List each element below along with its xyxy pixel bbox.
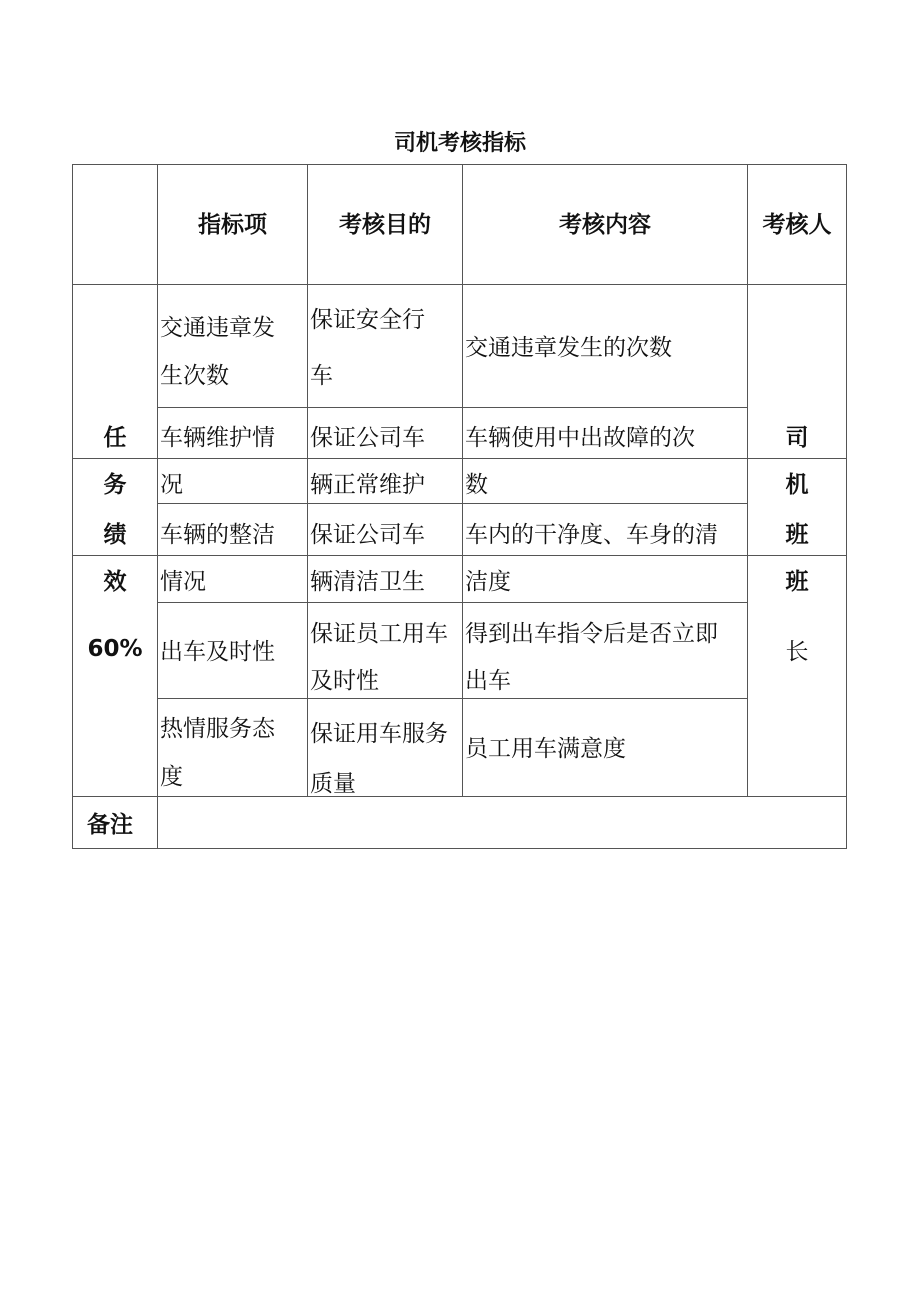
row2-item-line2: 况 [160, 472, 183, 498]
row3-purpose-line2: 辆清洁卫生 [310, 569, 425, 595]
side-label-percent: 60% [87, 636, 143, 662]
side-label-ji: 绩 [103, 522, 127, 548]
row4-item-line1: 出车及时性 [160, 639, 275, 665]
document-title: 司机考核指标 [393, 131, 526, 156]
row3-purpose-line1: 保证公司车 [310, 522, 425, 548]
row3-content-line2: 洁度 [465, 569, 511, 595]
row1-item-line2: 生次数 [160, 363, 229, 389]
assessor-ji: 机 [785, 472, 809, 498]
table-border-bottom [72, 848, 847, 849]
header-assessor: 考核人 [762, 212, 832, 238]
row4-purpose-line1: 保证员工用车 [310, 621, 448, 647]
row1-content-line1: 交通违章发生的次数 [465, 335, 672, 361]
row4-purpose-line2: 及时性 [310, 668, 379, 694]
side-label-wu: 务 [103, 472, 127, 498]
row3-item-line1: 车辆的整洁 [160, 522, 275, 548]
row2-content-line1: 车辆使用中出故障的次 [465, 425, 695, 451]
table-border-right [846, 164, 847, 848]
row2-purpose-line1: 保证公司车 [310, 425, 425, 451]
row3-item-line2: 情况 [160, 569, 206, 595]
side-label-xiao: 效 [103, 569, 127, 595]
row1-item-line1: 交通违章发 [160, 315, 275, 341]
row3-content-line1: 车内的干净度、车身的清 [465, 522, 718, 548]
row2-content-line2: 数 [465, 472, 488, 498]
row2-purpose-line2: 辆正常维护 [310, 472, 425, 498]
row5-item-line2: 度 [160, 764, 183, 790]
header-empty [73, 165, 157, 284]
row5-content-line1: 员工用车满意度 [465, 736, 626, 762]
assessor-ban-1: 班 [785, 522, 809, 548]
row1-purpose-line1: 保证安全行 [310, 307, 425, 333]
row5-item-line1: 热情服务态 [160, 716, 275, 742]
row4-content-line2: 出车 [465, 668, 511, 694]
row1-purpose-line2: 车 [310, 363, 333, 389]
assessor-ban-2: 班 [785, 569, 809, 595]
row-divider-1 [157, 407, 747, 408]
row-divider-header [72, 284, 847, 285]
row4-content-line1: 得到出车指令后是否立即 [465, 621, 718, 647]
row5-purpose-line1: 保证用车服务 [310, 721, 448, 747]
row5-purpose-line2: 质量 [310, 771, 356, 796]
side-label-ren: 任 [103, 425, 127, 451]
remarks-label: 备注 [87, 812, 133, 838]
assessor-zhang: 长 [785, 639, 809, 665]
header-item: 指标项 [198, 212, 267, 238]
row2-item-line1: 车辆维护情 [160, 425, 275, 451]
assessor-si: 司 [785, 425, 809, 451]
header-content: 考核内容 [559, 212, 651, 238]
header-purpose: 考核目的 [339, 212, 431, 238]
